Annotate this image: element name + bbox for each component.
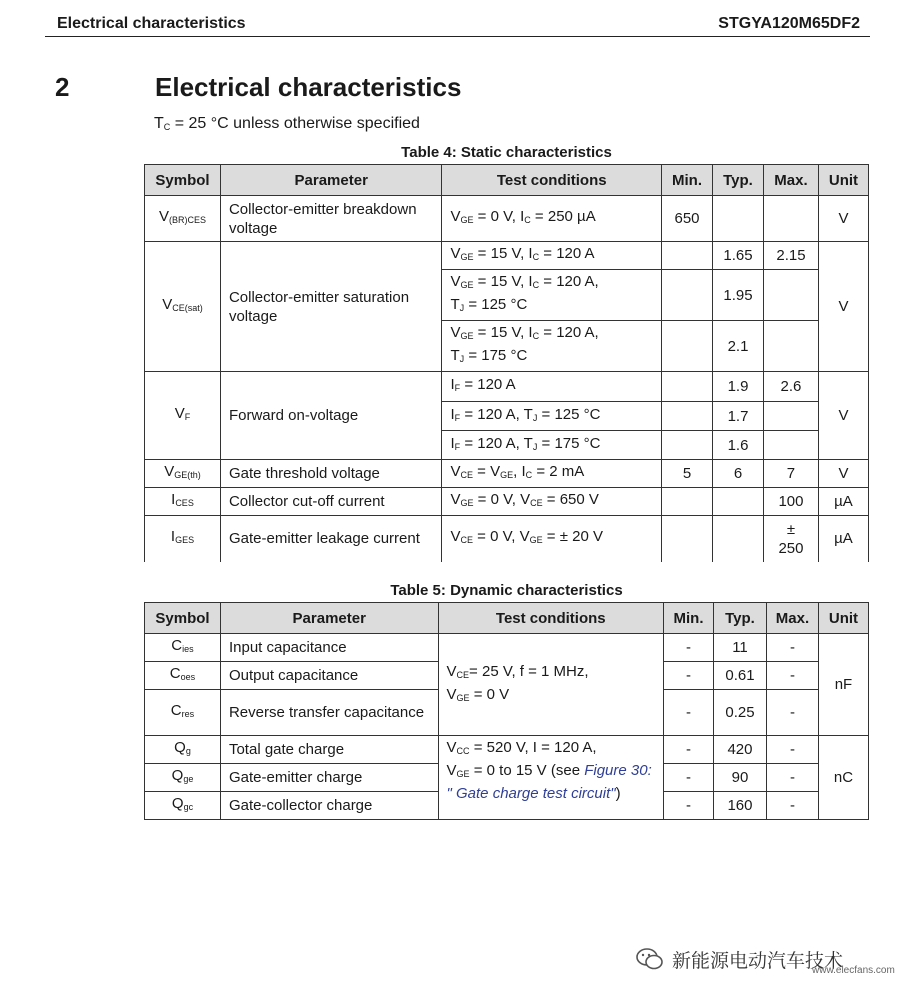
col-header-max: Max. [766,603,818,634]
parameter-cell: Gate-emitter leakage current [220,516,442,562]
unit-cell: V [818,372,868,460]
parameter-cell: Gate-emitter charge [220,764,438,792]
conditions-cell: $V_{CE} = 0$ V, $V_{GE}$ = ± 20 V [442,516,662,562]
conditions-cell: $I_F = 120$ A [442,372,662,402]
typ-cell: 1.6 [713,431,764,460]
conditions-cell: $I_F = 120$ A, $T_J = 175$ °C [442,431,662,460]
typ-cell: 160 [714,792,767,820]
symbol-cell: $I_{GES}$ [145,516,221,562]
unit-cell: µA [818,516,868,562]
min-cell [662,321,713,372]
min-cell [662,270,713,321]
parameter-cell: Output capacitance [220,662,438,690]
table-row [145,196,869,242]
max-cell [763,321,818,372]
symbol-cell: $Q_g$ [145,736,221,764]
col-header-unit: Unit [818,603,868,634]
symbol-cell: $V_{(BR)CES}$ [145,196,221,242]
typ-cell: 11 [714,634,767,662]
max-cell: ± 250 [763,516,818,562]
table-row [145,516,869,562]
max-cell: - [766,792,818,820]
typ-cell [713,196,764,242]
min-cell: - [664,662,714,690]
col-header-min: Min. [664,603,714,634]
conditions-cell: $V_{GE} = 15$ V, $I_C = 120$ A [442,242,662,270]
wechat-icon [635,947,665,976]
max-cell: - [766,634,818,662]
unit-cell: nC [818,736,868,820]
header-part-number: STGYA120M65DF2 [718,15,860,32]
typ-cell: 420 [714,736,767,764]
max-cell: 2.15 [763,242,818,270]
table-row [145,634,869,662]
typ-cell: 0.61 [714,662,767,690]
col-header-parameter: Parameter [220,165,442,196]
table-row [145,460,869,488]
unit-cell: V [818,460,868,488]
header-divider [45,36,870,37]
unit-cell: nF [818,634,868,736]
table-row [145,372,869,402]
max-cell: - [766,764,818,792]
unit-cell: V [818,196,868,242]
col-header-unit: Unit [818,165,868,196]
dynamic-characteristics-table [144,602,869,820]
max-cell: - [766,690,818,736]
table-row [145,242,869,270]
min-cell: - [664,634,714,662]
typ-cell: 1.95 [713,270,764,321]
col-header-parameter: Parameter [220,603,438,634]
parameter-cell: Collector-emitter saturation voltage [220,242,442,372]
symbol-cell: $C_{res}$ [145,690,221,736]
col-header-min: Min. [662,165,713,196]
min-cell [662,402,713,431]
symbol-cell: $V_{GE(th)}$ [145,460,221,488]
table-header-row [145,603,869,634]
col-header-symbol: Symbol [145,603,221,634]
max-cell [763,270,818,321]
parameter-cell: Collector cut-off current [220,488,442,516]
typ-cell: 1.9 [713,372,764,402]
max-cell [763,402,818,431]
col-header-typ: Typ. [713,165,764,196]
typ-cell: 6 [713,460,764,488]
parameter-cell: Forward on-voltage [220,372,442,460]
parameter-cell: Gate-collector charge [220,792,438,820]
typ-cell: 0.25 [714,690,767,736]
min-cell: - [664,764,714,792]
typ-cell [713,488,764,516]
typ-cell [713,516,764,562]
test-condition-note: $T_C = 25$ °C unless otherwise specified [154,115,420,132]
symbol-cell: $I_{CES}$ [145,488,221,516]
min-cell [662,516,713,562]
conditions-cell: $I_F = 120$ A, $T_J = 125$ °C [442,402,662,431]
table-header-row [145,165,869,196]
col-header-symbol: Symbol [145,165,221,196]
conditions-cell: $V_{GE} = 15$ V, $I_C = 120$ A, $T_J = 175$ °C [442,321,662,372]
typ-cell: 1.65 [713,242,764,270]
table-row [145,488,869,516]
table-row [145,736,869,764]
typ-cell: 1.7 [713,402,764,431]
min-cell [662,488,713,516]
min-cell: - [664,690,714,736]
typ-cell: 2.1 [713,321,764,372]
conditions-cell: $V_{GE} = 0$ V, $V_{CE} = 650$ V [442,488,662,516]
symbol-cell: $Q_{ge}$ [145,764,221,792]
typ-cell: 90 [714,764,767,792]
max-cell: - [766,662,818,690]
max-cell: - [766,736,818,764]
col-header-test-conditions: Test conditions [442,165,662,196]
min-cell: 650 [662,196,713,242]
conditions-cell: $V_{CE}= 25$ V, f = 1 MHz, $V_{GE} = 0$ V [438,634,664,736]
col-header-test-conditions: Test conditions [438,603,664,634]
header-section-title: Electrical characteristics [57,15,246,32]
symbol-cell: $C_{ies}$ [145,634,221,662]
watermark-url: www.elecfans.com [812,965,895,976]
unit-cell: µA [818,488,868,516]
min-cell: - [664,736,714,764]
parameter-cell: Collector-emitter breakdown voltage [220,196,442,242]
max-cell [763,196,818,242]
symbol-cell: $C_{oes}$ [145,662,221,690]
conditions-cell: $V_{CE} = V_{GE}$, $I_C = 2$ mA [442,460,662,488]
conditions-cell: $V_{CC} = 520$ V, I = 120 A, $V_{GE} = 0$ to 15 V (see Figure 30: " Gate charge test circuit") [438,736,664,820]
parameter-cell: Total gate charge [220,736,438,764]
symbol-cell: $Q_{gc}$ [145,792,221,820]
section-number: 2 [55,72,70,102]
parameter-cell: Reverse transfer capacitance [220,690,438,736]
max-cell [763,431,818,460]
col-header-max: Max. [763,165,818,196]
table5-caption: Table 5: Dynamic characteristics [390,582,623,599]
static-characteristics-table [144,164,869,562]
max-cell: 100 [763,488,818,516]
parameter-cell: Input capacitance [220,634,438,662]
symbol-cell: $V_F$ [145,372,221,460]
watermark-text: 新能源电动汽车技术 [672,951,844,972]
figure-30-link[interactable]: Figure 30: " Gate charge test circuit" [446,762,652,802]
min-cell [662,372,713,402]
min-cell: 5 [662,460,713,488]
min-cell: - [664,792,714,820]
conditions-cell: $V_{GE} = 15$ V, $I_C = 120$ A, $T_J = 125$ °C [442,270,662,321]
min-cell [662,242,713,270]
col-header-typ: Typ. [714,603,767,634]
section-title: Electrical characteristics [155,72,462,102]
unit-cell: V [818,242,868,372]
parameter-cell: Gate threshold voltage [220,460,442,488]
min-cell [662,431,713,460]
conditions-cell: $V_{GE} = 0$ V, $I_C = 250$ µA [442,196,662,242]
table4-caption: Table 4: Static characteristics [401,144,612,161]
max-cell: 7 [763,460,818,488]
max-cell: 2.6 [763,372,818,402]
symbol-cell: $V_{CE(sat)}$ [145,242,221,372]
